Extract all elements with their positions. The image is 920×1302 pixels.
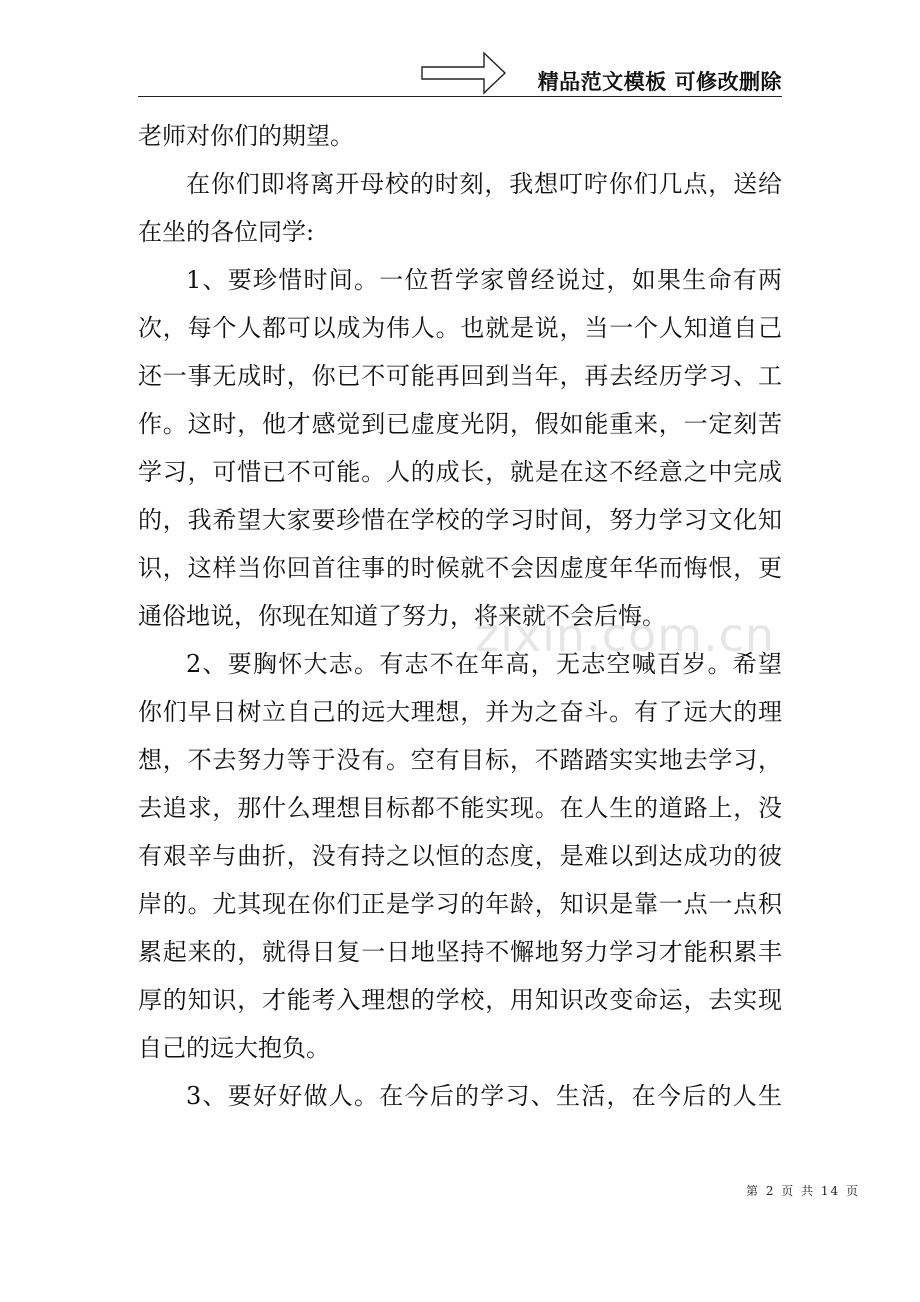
text-line: 去追求，那什么理想目标都不能实现。在人生的道路上，没 — [138, 794, 782, 822]
text-line: 自己的远大抱负。 — [138, 1034, 330, 1062]
text-line: 在坐的各位同学: — [138, 218, 315, 246]
header-divider — [138, 96, 782, 97]
header-title: 精品范文模板 可修改删除 — [537, 70, 782, 94]
text-line: 想，不去努力等于没有。空有目标，不踏踏实实地去学习， — [138, 746, 782, 774]
watermark: zixin.com.cn — [475, 608, 776, 662]
text-line: 2、要胸怀大志。有志不在年高，无志空喊百岁。希望 — [186, 650, 782, 678]
text-line: 1、要珍惜时间。一位哲学家曾经说过，如果生命有两 — [186, 266, 782, 294]
text-line: 老师对你们的期望。 — [138, 122, 354, 150]
text-line: 有艰辛与曲折，没有持之以恒的态度，是难以到达成功的彼 — [138, 842, 782, 870]
text-line: 厚的知识，才能考入理想的学校，用知识改变命运，去实现 — [138, 986, 782, 1014]
text-line: 识，这样当你回首往事的时候就不会因虚度年华而悔恨，更 — [138, 554, 782, 582]
text-line: 作。这时，他才感觉到已虚度光阴，假如能重来，一定刻苦 — [138, 410, 782, 438]
text-line: 累起来的，就得日复一日地坚持不懈地努力学习才能积累丰 — [138, 938, 782, 966]
page-number: 第 2 页 共 14 页 — [746, 1184, 860, 1198]
text-line: 3、要好好做人。在今后的学习、生活，在今后的人生 — [186, 1082, 782, 1110]
text-line: 学习，可惜已不可能。人的成长，就是在这不经意之中完成 — [138, 458, 782, 486]
text-line: 的，我希望大家要珍惜在学校的学习时间，努力学习文化知 — [138, 506, 782, 534]
text-line: 岸的。尤其现在你们正是学习的年龄，知识是靠一点一点积 — [138, 890, 782, 918]
page-header — [138, 50, 782, 97]
arrow-right-icon — [421, 50, 507, 96]
text-line: 你们早日树立自己的远大理想，并为之奋斗。有了远大的理 — [138, 698, 782, 726]
text-line: 在你们即将离开母校的时刻，我想叮咛你们几点，送给 — [186, 170, 782, 198]
text-line: 次，每个人都可以成为伟人。也就是说，当一个人知道自己 — [138, 314, 782, 342]
text-line: 通俗地说，你现在知道了努力，将来就不会后悔。 — [138, 602, 666, 630]
text-line: 还一事无成时，你已不可能再回到当年，再去经历学习、工 — [138, 362, 782, 390]
